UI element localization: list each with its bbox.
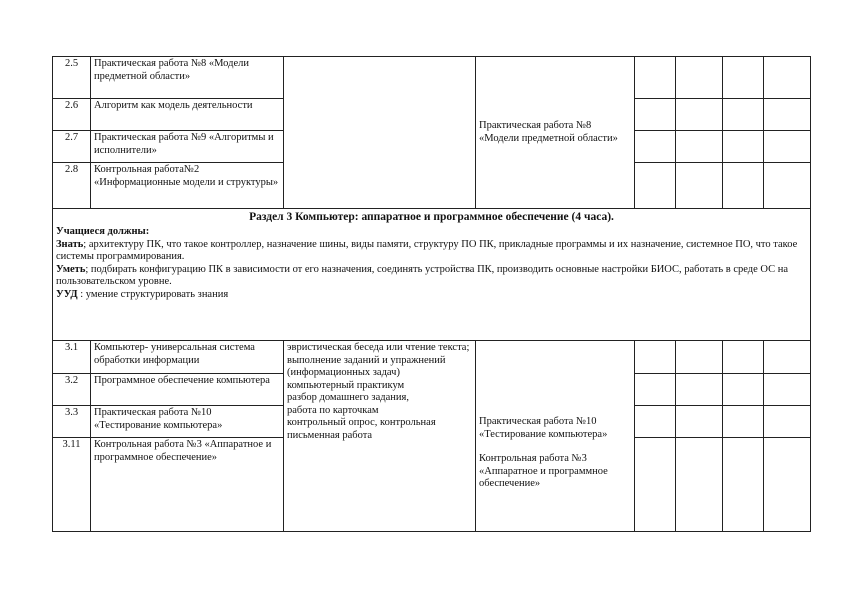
can-paragraph bbox=[56, 264, 807, 289]
date-cell bbox=[764, 341, 811, 374]
know-paragraph bbox=[56, 239, 807, 264]
date-cell bbox=[764, 99, 811, 131]
lesson-number: 3.3 bbox=[53, 406, 91, 438]
date-cell bbox=[635, 438, 676, 532]
lesson-number: 2.8 bbox=[53, 163, 91, 209]
date-cell bbox=[676, 438, 723, 532]
can-text: ; подбирать конфигурацию ПК в зависимости от его назначения, соединять устройства ПК, производить основные настройки БИОС, работать в среде ОС на пользовательском уровне. bbox=[56, 263, 789, 287]
control-form-item: Контрольная работа №3 «Аппаратное и программное обеспечение» bbox=[479, 453, 608, 490]
know-text: ; архитектуру ПК, что такое контроллер, назначение шины, виды памяти, структуру ПО ПК, прикладные программы и их назначение, системное ПО, что такое системы программирования. bbox=[56, 238, 798, 262]
section-row bbox=[53, 209, 811, 341]
date-cell bbox=[676, 99, 723, 131]
date-cell bbox=[635, 99, 676, 131]
date-cell bbox=[676, 163, 723, 209]
students-must: Учащиеся должны: bbox=[56, 226, 150, 237]
table-row bbox=[53, 341, 811, 374]
date-cell bbox=[764, 131, 811, 163]
lesson-number: 2.6 bbox=[53, 99, 91, 131]
date-cell bbox=[676, 341, 723, 374]
date-cell bbox=[635, 163, 676, 209]
date-cell bbox=[635, 406, 676, 438]
date-cell bbox=[723, 131, 764, 163]
date-cell bbox=[764, 438, 811, 532]
uud-text: : умение структурировать знания bbox=[77, 288, 229, 300]
date-cell bbox=[676, 406, 723, 438]
uud-label: УУД bbox=[56, 288, 78, 300]
date-cell bbox=[635, 341, 676, 374]
control-forms-cell: Практическая работа №8 «Модели предметной области» bbox=[476, 57, 635, 209]
date-cell bbox=[723, 99, 764, 131]
date-cell bbox=[635, 57, 676, 99]
lesson-title: Компьютер- универсальная система обработки информации bbox=[91, 341, 284, 374]
lesson-plan-table bbox=[52, 56, 811, 532]
lesson-title: Контрольная работа №3 «Аппаратное и программное обеспечение» bbox=[91, 438, 284, 532]
activity-item: эвристическая беседа или чтение текста; bbox=[287, 342, 470, 353]
date-cell bbox=[723, 57, 764, 99]
lesson-number: 3.11 bbox=[53, 438, 91, 532]
can-label: Уметь bbox=[56, 263, 86, 275]
date-cell bbox=[723, 374, 764, 406]
know-label: Знать bbox=[56, 238, 84, 250]
date-cell bbox=[723, 406, 764, 438]
lesson-number: 2.7 bbox=[53, 131, 91, 163]
date-cell bbox=[764, 57, 811, 99]
lesson-number: 3.2 bbox=[53, 374, 91, 406]
date-cell bbox=[723, 438, 764, 532]
activity-item: компьютерный практикум bbox=[287, 379, 405, 391]
date-cell bbox=[764, 163, 811, 209]
spacer bbox=[479, 441, 631, 453]
activity-item: разбор домашнего задания, bbox=[287, 392, 409, 403]
uud-paragraph bbox=[56, 289, 807, 302]
lesson-title: Практическая работа №8 «Модели предметной области» bbox=[91, 57, 284, 99]
lesson-number: 3.1 bbox=[53, 341, 91, 374]
date-cell bbox=[635, 131, 676, 163]
activity-item: контрольный опрос, контрольная письменная работа bbox=[287, 417, 436, 441]
date-cell bbox=[764, 406, 811, 438]
date-cell bbox=[723, 341, 764, 374]
lesson-title: Практическая работа №10 «Тестирование компьютера» bbox=[91, 406, 284, 438]
lesson-title: Программное обеспечение компьютера bbox=[91, 374, 284, 406]
date-cell bbox=[635, 374, 676, 406]
date-cell bbox=[723, 163, 764, 209]
date-cell bbox=[676, 374, 723, 406]
activities-cell bbox=[284, 341, 476, 532]
date-cell bbox=[676, 131, 723, 163]
lesson-title: Контрольная работа№2 «Информационные модели и структуры» bbox=[91, 163, 284, 209]
control-forms-cell bbox=[476, 341, 635, 532]
activity-item: выполнение заданий и упражнений (информационных задач) bbox=[287, 354, 446, 378]
section-3-block bbox=[53, 209, 811, 341]
control-form-item: Практическая работа №10 «Тестирование компьютера» bbox=[479, 416, 608, 440]
lesson-number: 2.5 bbox=[53, 57, 91, 99]
date-cell bbox=[676, 57, 723, 99]
table-row bbox=[53, 57, 811, 99]
date-cell bbox=[764, 374, 811, 406]
section-title: Раздел 3 Компьютер: аппаратное и программное обеспечение (4 часа). bbox=[249, 211, 614, 223]
activities-cell bbox=[284, 57, 476, 209]
activity-item: работа по карточкам bbox=[287, 404, 379, 416]
lesson-title: Алгоритм как модель деятельности bbox=[91, 99, 284, 131]
lesson-title: Практическая работа №9 «Алгоритмы и исполнители» bbox=[91, 131, 284, 163]
